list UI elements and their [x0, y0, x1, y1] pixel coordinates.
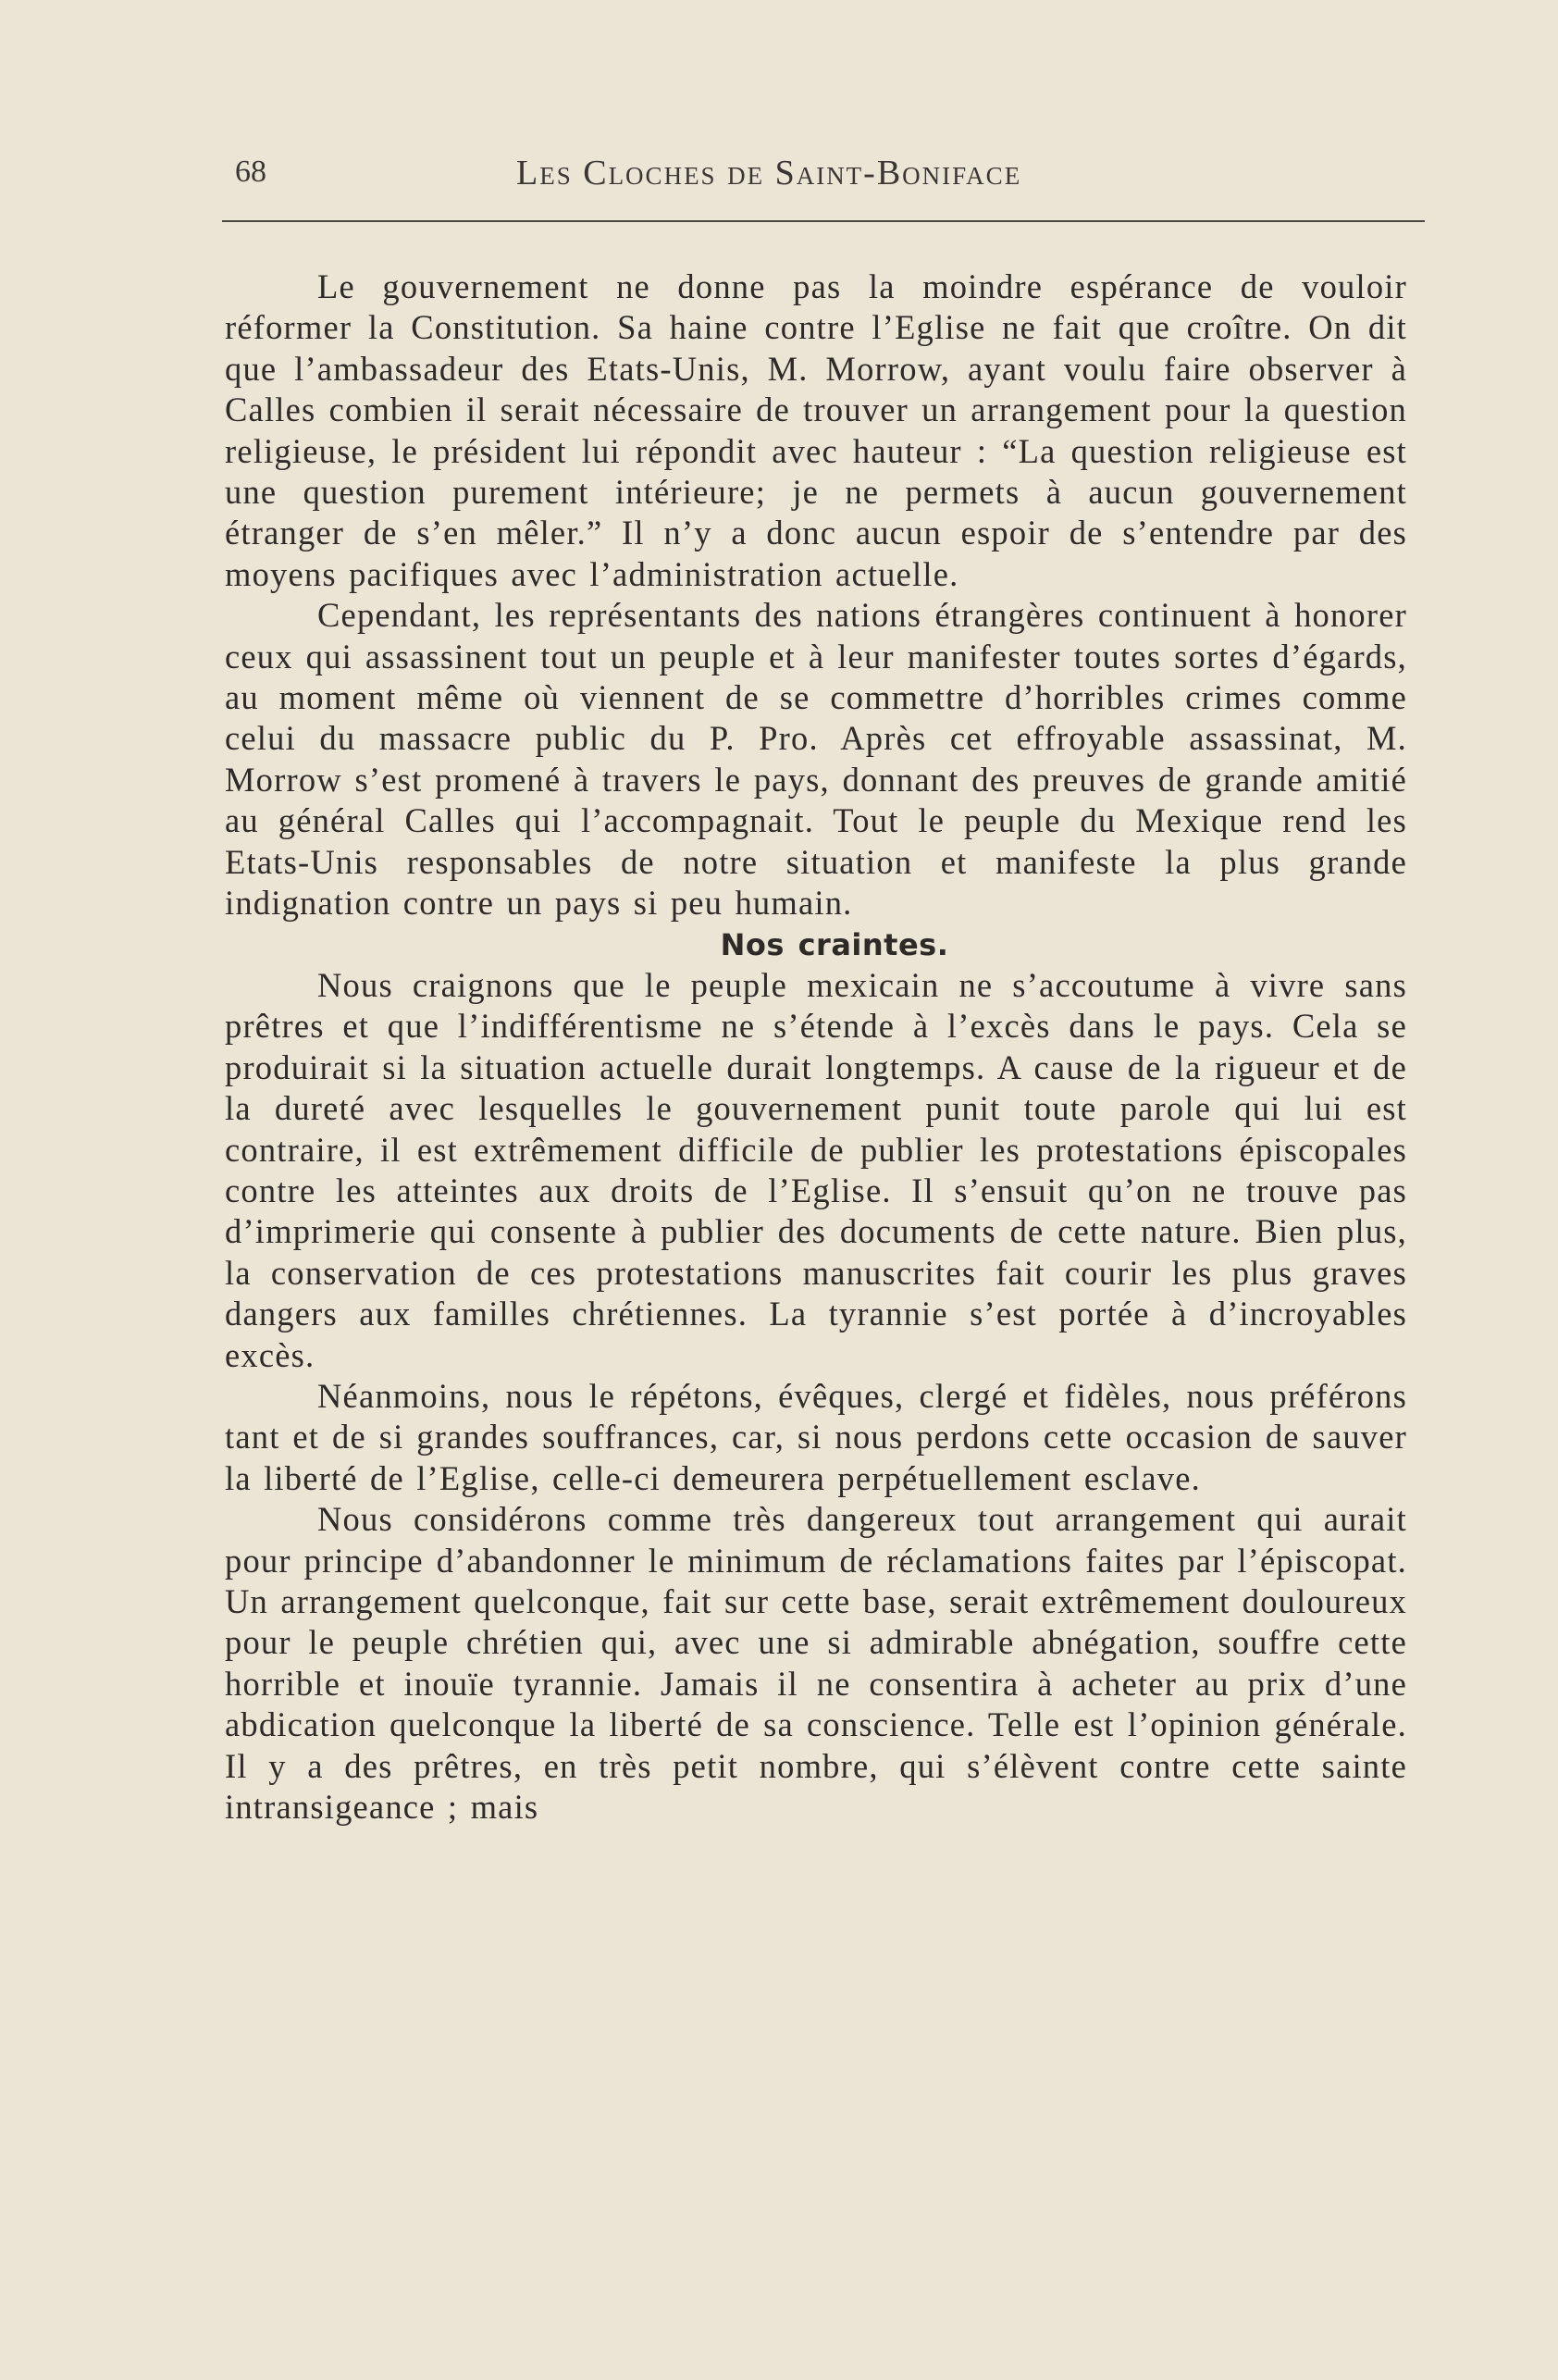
paragraph: Cependant, les représentants des nations étrangères continuent à honorer ceux qui assassinent tout un peuple et à leur manifester toutes sortes d’égards, au moment même où viennent de se commettre d’horribles crimes comme celui du massacre public du P. Pro. Après cet effroyable assassinat, M. Morrow s’est promené à travers le pays, donnant des preuves de grande amitié au général Calles qui l’accompagnait. Tout le peuple du Mexique rend les Etats-Unis responsables de notre situation et manifeste la plus grande indignation contre un pays si peu humain. [225, 596, 1407, 923]
page-header [222, 153, 1425, 199]
paragraph: Nous craignons que le peuple mexicain ne s’accoutume à vivre sans prêtres et que l’indifférentisme ne s’étende à l’excès dans le pays. Cela se produirait si la situation actuelle durait longtemps. A cause de la rigueur et de la dureté avec lesquelles le gouvernement punit toute parole qui lui est contraire, il est extrêmement difficile de publier les protestations épiscopales contre les atteintes aux droits de l’Eglise. Il s’ensuit qu’on ne trouve pas d’imprimerie qui consente à publier des documents de cette nature. Bien plus, la conservation de ces protestations manuscrites fait courir les plus graves dangers aux familles chrétiennes. La tyrannie s’est portée à d’incroyables excès. [225, 965, 1407, 1374]
paragraph: Le gouvernement ne donne pas la moindre espérance de vouloir réformer la Constitution. Sa haine contre l’Eglise ne fait que croître. On dit que l’ambassadeur des Etats-Unis, M. Morrow, ayant voulu faire observer à Calles combien il serait nécessaire de trouver un arrangement pour la question religieuse, le président lui répondit avec hauteur : “La question religieuse est une question purement intérieure; je ne permets à aucun gouvernement étranger de s’en mêler.” Il n’y a donc aucun espoir de s’entendre par des moyens pacifiques avec l’administration actuelle. [225, 267, 1407, 593]
paragraph: Néanmoins, nous le répétons, évêques, clergé et fidèles, nous préférons tant et de si grandes souffrances, car, si nous perdons cette occasion de sauver la liberté de l’Eglise, celle-ci demeurera perpétuellement esclave. [225, 1376, 1407, 1497]
page-number: 68 [235, 155, 266, 189]
running-title: Les Cloches de Saint-Boniface [516, 154, 1022, 192]
section-heading: Nos craintes. [720, 926, 949, 962]
header-rule [222, 220, 1425, 222]
body-text [225, 267, 1407, 1828]
paragraph: Nous considérons comme très dangereux tout arrangement qui aurait pour principe d’abandonner le minimum de réclamations faites par l’épiscopat. Un arrangement quelconque, fait sur cette base, serait extrêmement douloureux pour le peuple chrétien qui, avec une si admirable abnégation, souffre cette horrible et inouïe tyrannie. Jamais il ne consentira à acheter au prix d’une abdication quelconque la liberté de sa conscience. Telle est l’opinion générale. Il y a des prêtres, en très petit nombre, qui s’élèvent contre cette sainte intransigeance ; mais [225, 1500, 1407, 1827]
